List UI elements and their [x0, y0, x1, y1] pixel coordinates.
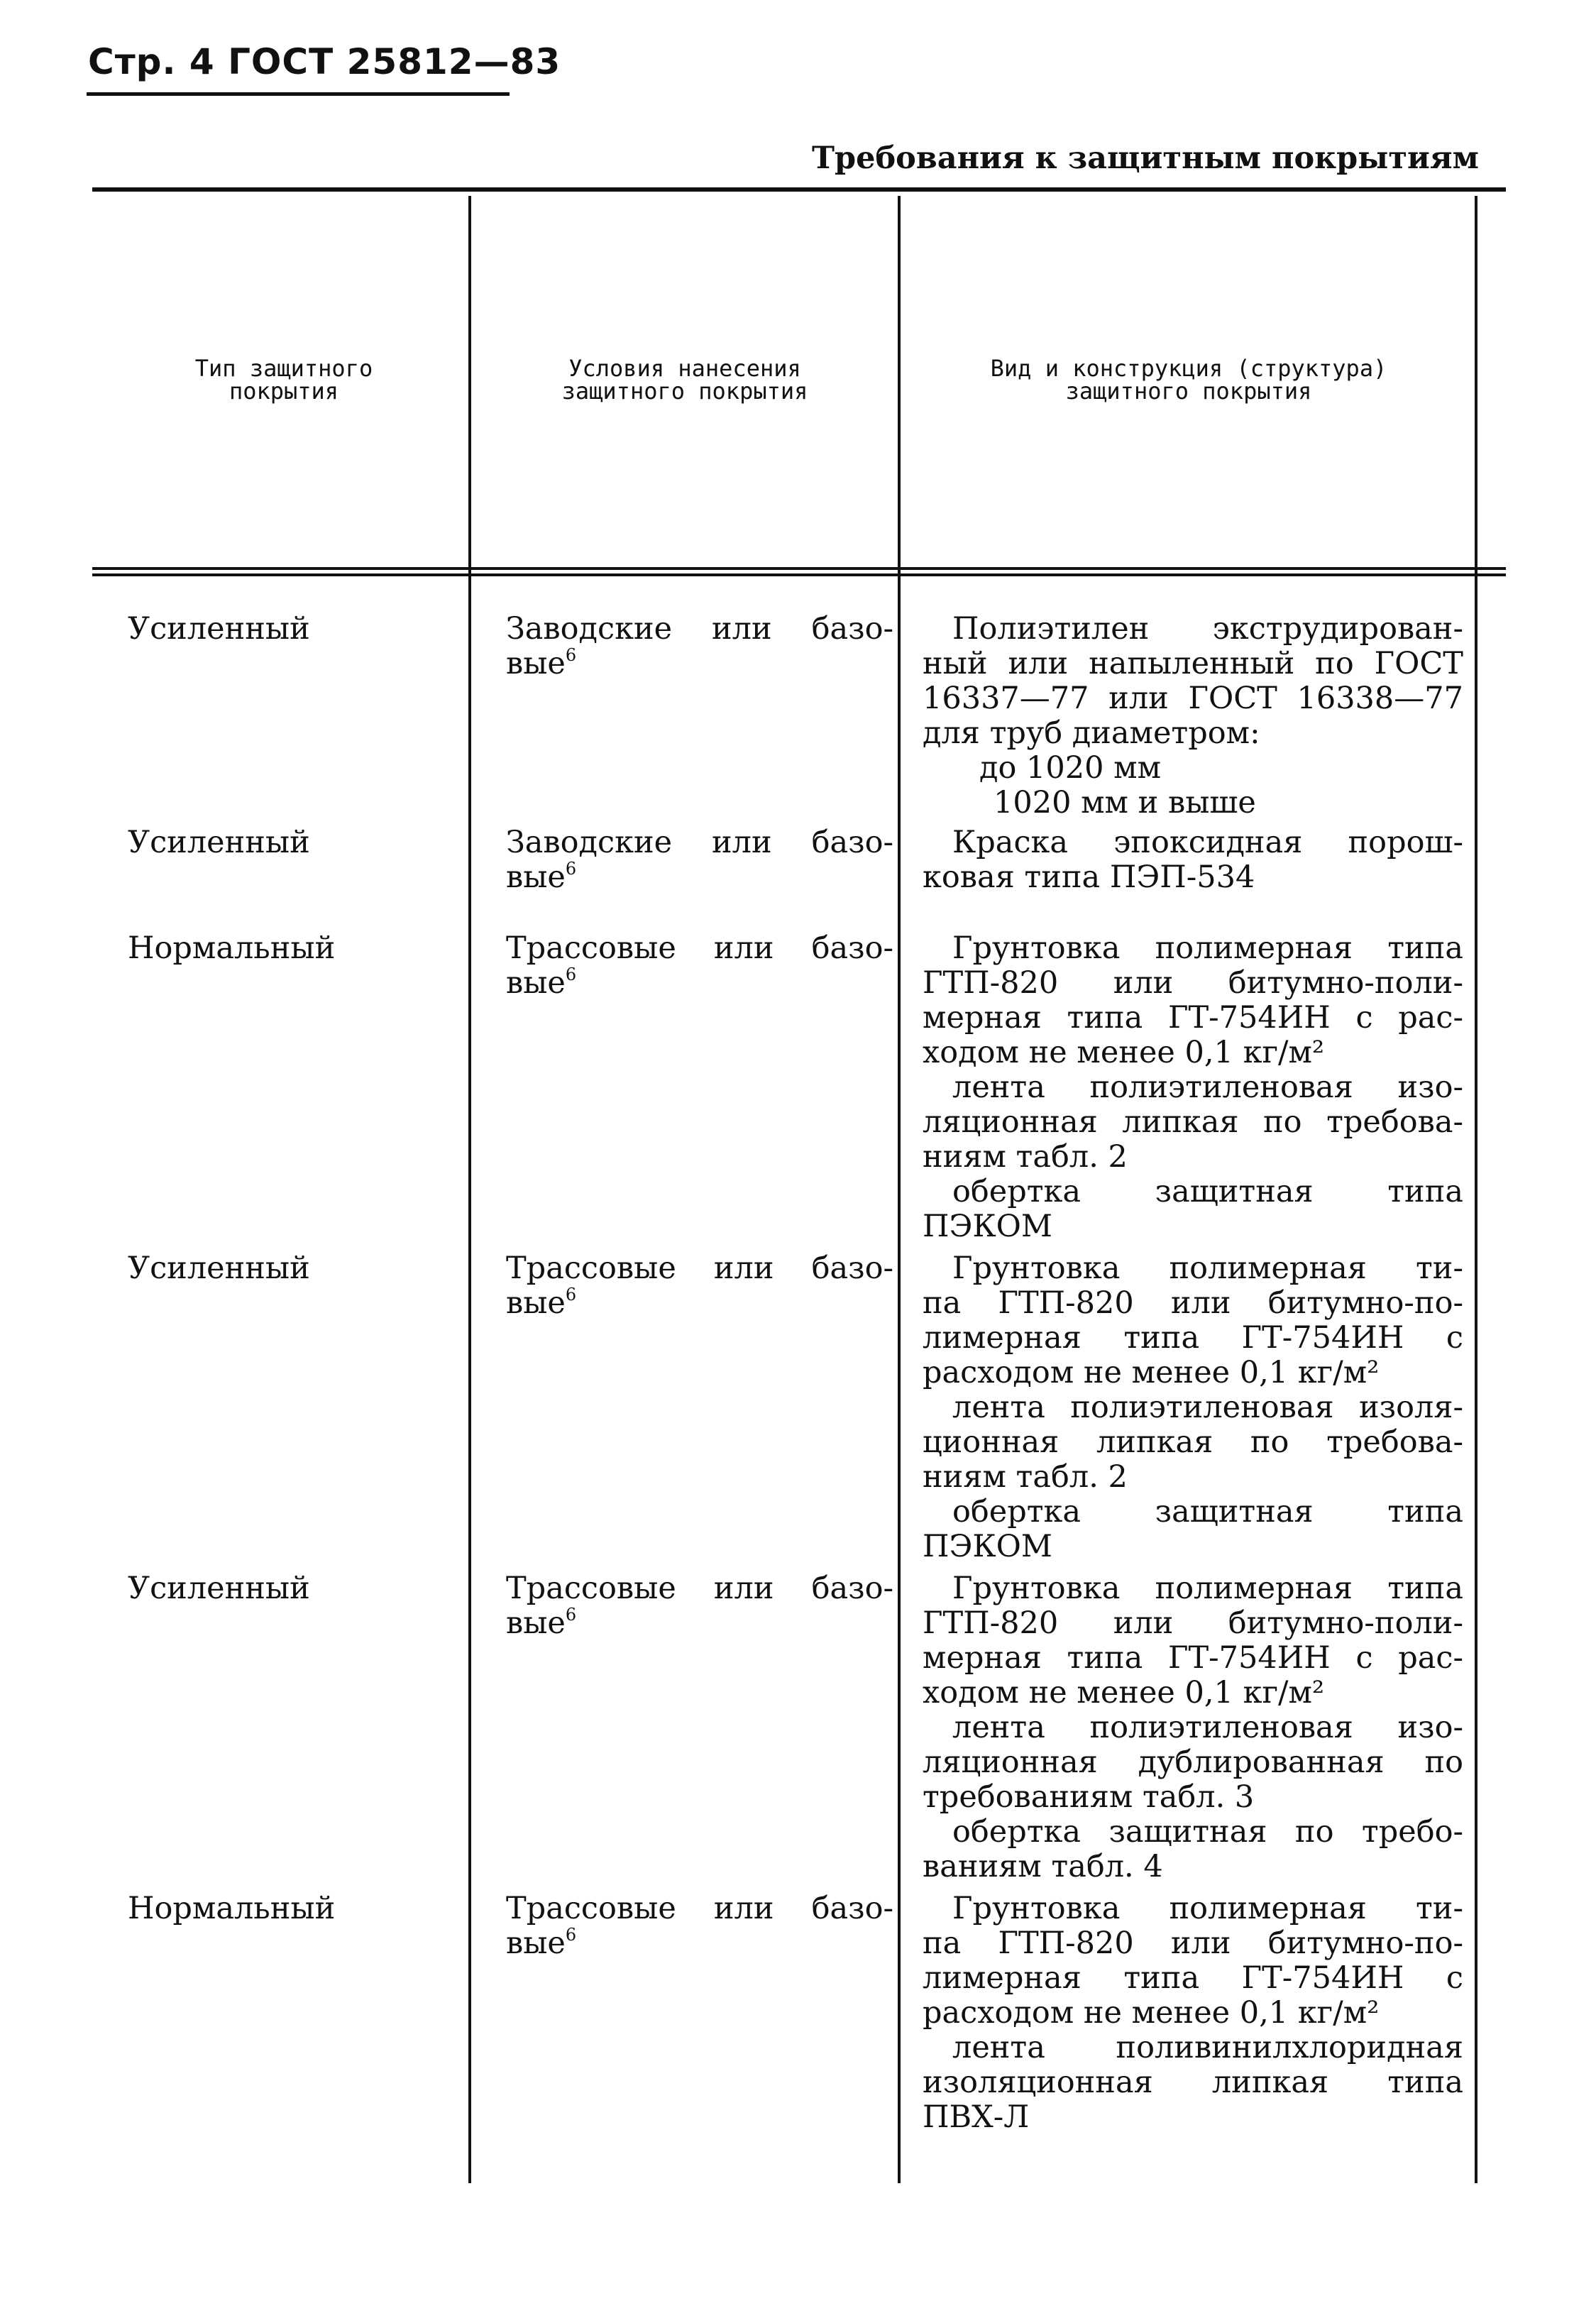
column-header-type-line-1: Тип защитного: [194, 355, 373, 382]
row-3-conditions-line-2: вые$^6$: [506, 965, 577, 1001]
row-4-conditions-line-1: Трассовые или базо-: [506, 1251, 893, 1286]
row-5-description-line: Грунтовка полимерная типа: [952, 1571, 1463, 1606]
column-header-conditions-line-1: Условия нанесения: [568, 355, 801, 382]
row-6-conditions-line-2: вые$^6$: [506, 1925, 577, 1961]
row-4-description-line: ниям табл. 2: [923, 1459, 1128, 1495]
row-1-description: [923, 612, 1463, 820]
row-2-description: [923, 825, 1463, 895]
row-3-conditions: [506, 931, 893, 1001]
table-title: Требования к защитным покрытиям: [812, 141, 1479, 176]
row-5-description-line: ходом не менее 0,1 кг/м²: [923, 1675, 1325, 1710]
footnote-ref: 6: [565, 1925, 577, 1945]
row-3-description: [923, 931, 1463, 1244]
footnote-ref: 6: [565, 1605, 577, 1625]
footnote-ref: 6: [565, 859, 577, 879]
row-3-description-line: ПЭКОМ: [923, 1209, 1052, 1244]
row-1-conditions-line-1: Заводские или базо-: [506, 611, 893, 647]
row-3-description-line: ходом не менее 0,1 кг/м²: [923, 1035, 1325, 1070]
row-5-description-line: ваниям табл. 4: [923, 1849, 1163, 1884]
row-3-description-line: мерная типа ГТ-754ИН с рас-: [923, 1000, 1463, 1036]
row-1-type: Усиленный: [128, 611, 310, 647]
row-6-description-line: лента поливинилхлоридная: [952, 2030, 1463, 2065]
row-3-description-line: ляционная липкая по требова-: [923, 1104, 1463, 1140]
row-6-description-line: изоляционная липкая типа: [923, 2065, 1463, 2100]
column-divider-3: [1475, 196, 1477, 2183]
row-1-description-line: ный или напыленный по ГОСТ: [923, 646, 1463, 681]
row-1-description-line: 1020 мм и выше: [994, 785, 1256, 820]
row-1-conditions: [506, 612, 893, 681]
row-1-description-line: Полиэтилен экструдирован-: [952, 611, 1463, 647]
row-3-description-line: ГТП-820 или битумно-поли-: [923, 965, 1463, 1001]
header-rule: [87, 92, 510, 96]
row-3-description-line: Грунтовка полимерная типа: [952, 930, 1463, 966]
row-3-description-line: ниям табл. 2: [923, 1139, 1128, 1175]
row-6-description-line: расходом не менее 0,1 кг/м²: [923, 1995, 1380, 2031]
row-2-type: Усиленный: [128, 825, 310, 860]
row-5-conditions: [506, 1571, 893, 1641]
row-5-description-line: обертка защитная по требо-: [952, 1814, 1463, 1850]
row-3-description-line: обертка защитная типа: [952, 1174, 1463, 1209]
row-5-description: [923, 1571, 1463, 1884]
column-divider-2: [898, 196, 901, 2183]
row-2-conditions: [506, 825, 893, 895]
row-5-description-line: ГТП-820 или битумно-поли-: [923, 1605, 1463, 1641]
row-1-description-line: до 1020 мм: [979, 750, 1162, 786]
column-header-structure-line-2: защитного покрытия: [1065, 378, 1312, 405]
row-2-description-line: ковая типа ПЭП-534: [923, 860, 1255, 895]
row-6-description: [923, 1891, 1463, 2135]
row-6-description-line: Грунтовка полимерная ти-: [952, 1891, 1463, 1926]
row-1-conditions-line-2: вые$^6$: [506, 645, 577, 681]
table-top-rule: [92, 187, 1506, 192]
row-3-description-line: лента полиэтиленовая изо-: [952, 1070, 1463, 1105]
row-2-description-line: Краска эпоксидная порош-: [952, 825, 1463, 860]
row-6-type: Нормальный: [128, 1891, 336, 1926]
row-5-description-line: ляционная дублированная по: [923, 1745, 1463, 1780]
row-3-type: Нормальный: [128, 930, 336, 966]
row-4-type: Усиленный: [128, 1251, 310, 1286]
column-header-structure: [912, 355, 1465, 405]
header-bottom-rule-2: [92, 573, 1506, 576]
page-header: Стр. 4 ГОСТ 25812—83: [88, 41, 561, 82]
column-header-conditions: [483, 355, 887, 405]
column-header-structure-line-1: Вид и конструкция (структура): [990, 355, 1387, 382]
row-4-description-line: ПЭКОМ: [923, 1529, 1052, 1564]
column-header-type-line-2: покрытия: [229, 378, 339, 405]
row-5-conditions-line-2: вые$^6$: [506, 1605, 577, 1641]
row-2-conditions-line-1: Заводские или базо-: [506, 825, 893, 860]
row-4-conditions-line-2: вые$^6$: [506, 1285, 577, 1321]
row-6-description-line: лимерная типа ГТ-754ИН с: [923, 1960, 1463, 1996]
footnote-ref: 6: [565, 965, 577, 984]
row-4-description-line: расходом не менее 0,1 кг/м²: [923, 1355, 1380, 1390]
column-header-type: [142, 355, 426, 405]
row-4-description-line: обертка защитная типа: [952, 1494, 1463, 1530]
row-4-description-line: лента полиэтиленовая изоля-: [952, 1390, 1463, 1425]
footnote-ref: 6: [565, 645, 577, 665]
row-1-description-line: 16337—77 или ГОСТ 16338—77: [923, 681, 1463, 716]
row-6-conditions-line-1: Трассовые или базо-: [506, 1891, 893, 1926]
row-3-conditions-line-1: Трассовые или базо-: [506, 930, 893, 966]
row-1-description-line: для труб диаметром:: [923, 715, 1260, 751]
row-5-description-line: мерная типа ГТ-754ИН с рас-: [923, 1640, 1463, 1676]
row-4-description-line: лимерная типа ГТ-754ИН с: [923, 1320, 1463, 1356]
row-5-conditions-line-1: Трассовые или базо-: [506, 1571, 893, 1606]
row-6-description-line: па ГТП-820 или битумно-по-: [923, 1926, 1463, 1961]
column-divider-1: [468, 196, 471, 2183]
row-4-conditions: [506, 1251, 893, 1321]
row-6-description-line: ПВХ-Л: [923, 2099, 1030, 2135]
row-4-description-line: па ГТП-820 или битумно-по-: [923, 1285, 1463, 1321]
row-5-type: Усиленный: [128, 1571, 310, 1606]
column-header-conditions-line-2: защитного покрытия: [561, 378, 808, 405]
row-4-description-line: ционная липкая по требова-: [923, 1424, 1463, 1460]
row-6-conditions: [506, 1891, 893, 1961]
row-5-description-line: лента полиэтиленовая изо-: [952, 1710, 1463, 1745]
row-4-description-line: Грунтовка полимерная ти-: [952, 1251, 1463, 1286]
footnote-ref: 6: [565, 1285, 577, 1305]
row-2-conditions-line-2: вые$^6$: [506, 859, 577, 895]
header-bottom-rule-1: [92, 567, 1506, 570]
row-4-description: [923, 1251, 1463, 1564]
row-5-description-line: требованиям табл. 3: [923, 1779, 1255, 1815]
